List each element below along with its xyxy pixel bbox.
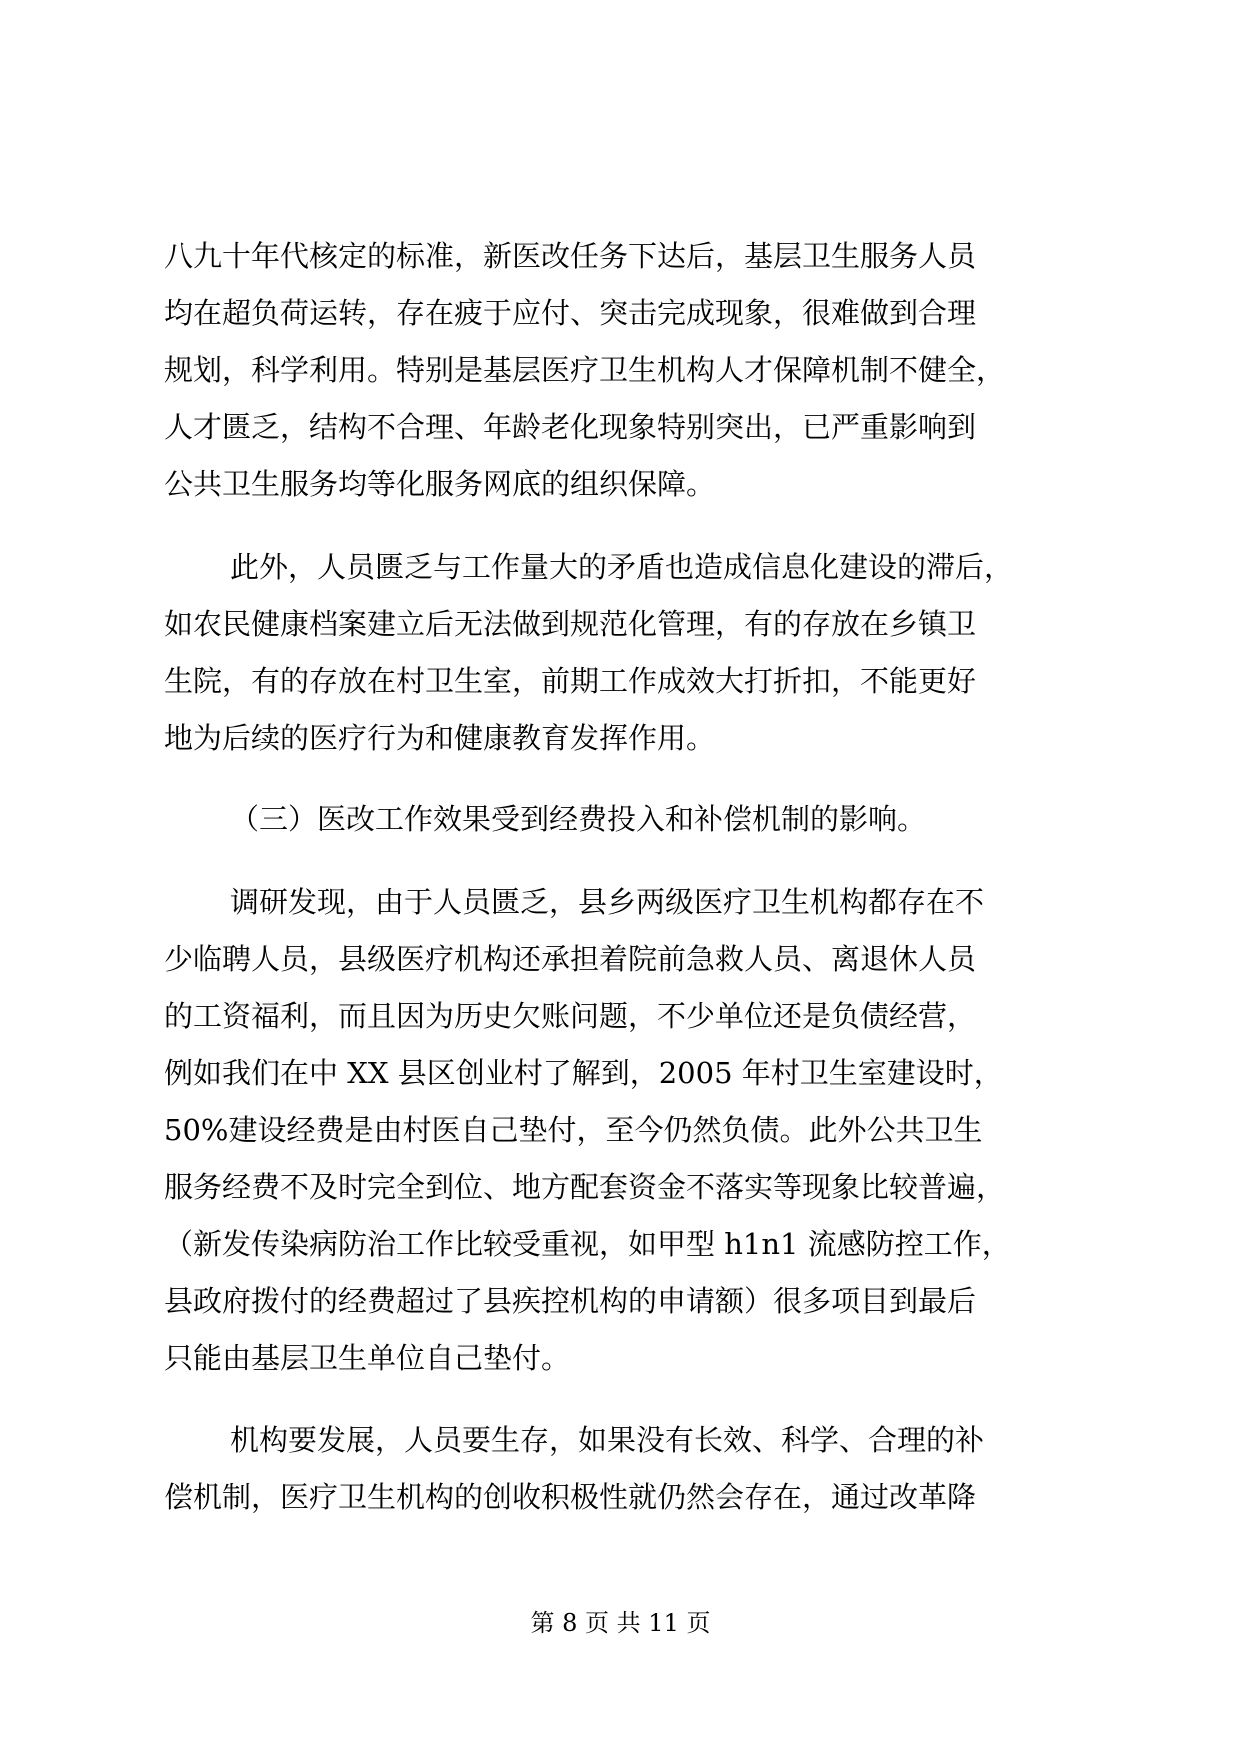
text-line-20: 机构要发展，人员要生存，如果没有长效、科学、合理的补	[230, 1423, 985, 1457]
text-line-13: 的工资福利，而且因为历史欠账问题，不少单位还是负债经营，	[164, 999, 977, 1033]
text-line-9: 地为后续的医疗行为和健康教育发挥作用。	[164, 721, 716, 755]
text-line-12: 少临聘人员，县级医疗机构还承担着院前急救人员、离退休人员	[164, 942, 977, 976]
text-line-7: 如农民健康档案建立后无法做到规范化管理，有的存放在乡镇卫	[164, 607, 977, 641]
text-line-15: 50%建设经费是由村医自己垫付，至今仍然负债。此外公共卫生	[164, 1113, 983, 1147]
text-line-2: 均在超负荷运转，存在疲于应付、突击完成现象，很难做到合理	[164, 296, 977, 330]
text-line-8: 生院，有的存放在村卫生室，前期工作成效大打折扣，不能更好	[164, 664, 977, 698]
text-line-14: 例如我们在中 XX 县区创业村了解到，2005 年村卫生室建设时，	[164, 1056, 1003, 1090]
text-line-3: 规划，科学利用。特别是基层医疗卫生机构人才保障机制不健全，	[164, 353, 1006, 387]
text-line-17: （新发传染病防治工作比较受重视，如甲型 h1n1 流感防控工作，	[164, 1227, 1011, 1261]
text-line-11: 调研发现，由于人员匮乏，县乡两级医疗卫生机构都存在不	[230, 885, 985, 919]
text-line-16: 服务经费不及时完全到位、地方配套资金不落实等现象比较普遍，	[164, 1170, 1006, 1204]
text-line-1: 八九十年代核定的标准，新医改任务下达后，基层卫生服务人员	[164, 239, 977, 273]
text-line-21: 偿机制，医疗卫生机构的创收积极性就仍然会存在，通过改革降	[164, 1480, 977, 1514]
text-line-4: 人才匮乏，结构不合理、年龄老化现象特别突出，已严重影响到	[164, 410, 977, 444]
page-number-footer: 第 8 页 共 11 页	[530, 1609, 711, 1637]
text-line-5: 公共卫生服务均等化服务网底的组织保障。	[164, 467, 716, 501]
text-line-19: 只能由基层卫生单位自己垫付。	[164, 1341, 571, 1375]
text-line-6: 此外，人员匮乏与工作量大的矛盾也造成信息化建设的滞后，	[230, 550, 1014, 584]
text-line-18: 县政府拨付的经费超过了县疾控机构的申请额）很多项目到最后	[164, 1284, 977, 1318]
section-heading: （三）医改工作效果受到经费投入和补偿机制的影响。	[230, 802, 927, 836]
